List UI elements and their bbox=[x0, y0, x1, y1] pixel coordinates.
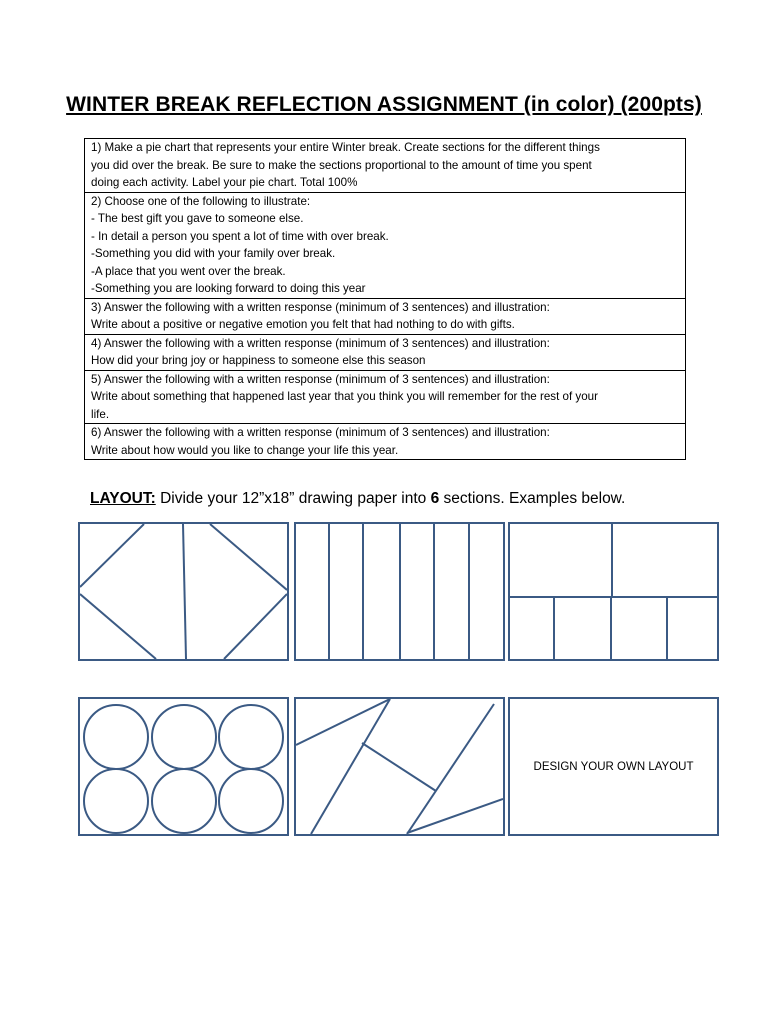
task-cell bbox=[85, 370, 686, 424]
task-line: you did over the break. Be sure to make the sections proportional to the amount of time you spent bbox=[91, 158, 592, 172]
task-line: 6) Answer the following with a written response (minimum of 3 sentences) and illustration: bbox=[91, 426, 550, 439]
task-cell bbox=[85, 192, 686, 298]
task-line: 5) Answer the following with a written response (minimum of 3 sentences) and illustration: bbox=[91, 372, 550, 386]
blocks-layout-drawing bbox=[510, 524, 717, 659]
task-line: Write about how would you like to change your life this year. bbox=[91, 443, 399, 457]
task-line: 1) Make a pie chart that represents your entire Winter break. Create sections for the different things bbox=[91, 141, 600, 154]
task-line: 3) Answer the following with a written response (minimum of 3 sentences) and illustration: bbox=[91, 300, 550, 314]
task-line: How did your bring joy or happiness to someone else this season bbox=[91, 354, 426, 367]
task-line: -Something you did with your family over break. bbox=[91, 247, 336, 260]
task-line: - In detail a person you spent a lot of time with over break. bbox=[91, 229, 389, 243]
layout-example-circles bbox=[78, 697, 289, 836]
assignment-table bbox=[84, 138, 686, 460]
task-line: 2) Choose one of the following to illustrate: bbox=[91, 194, 311, 208]
task-row bbox=[85, 424, 686, 460]
task-cell bbox=[85, 298, 686, 334]
layout-text-before: Divide your 12”x18” drawing paper into bbox=[160, 490, 427, 507]
layout-section-count: 6 bbox=[430, 490, 440, 507]
task-row bbox=[85, 139, 686, 193]
layout-example-strips bbox=[294, 522, 505, 661]
task-line: Write about a positive or negative emotion you felt that had nothing to do with gifts. bbox=[91, 318, 515, 331]
page-title: WINTER BREAK REFLECTION ASSIGNMENT (in color) (200pts) bbox=[66, 93, 702, 116]
task-row bbox=[85, 334, 686, 370]
design-own-label: DESIGN YOUR OWN LAYOUT bbox=[533, 760, 694, 773]
layout-example-angled bbox=[294, 697, 505, 836]
task-line: doing each activity. Label your pie chart. Total 100% bbox=[91, 176, 358, 189]
task-line: - The best gift you gave to someone else. bbox=[91, 212, 304, 225]
task-line: Write about something that happened last year that you think you will remember for the rest of your bbox=[91, 390, 598, 403]
layout-example-blocks bbox=[508, 522, 719, 661]
task-cell bbox=[85, 334, 686, 370]
layout-example-design-own bbox=[508, 697, 719, 836]
task-row bbox=[85, 192, 686, 298]
diagonal-layout-drawing bbox=[80, 524, 287, 659]
angled-layout-drawing bbox=[296, 699, 503, 834]
task-line: 4) Answer the following with a written response (minimum of 3 sentences) and illustration: bbox=[91, 336, 550, 350]
task-line: life. bbox=[91, 407, 110, 421]
strips-layout-drawing bbox=[296, 524, 503, 659]
task-cell bbox=[85, 424, 686, 460]
task-row bbox=[85, 298, 686, 334]
layout-text-after: sections. Examples below. bbox=[443, 490, 626, 507]
layout-label: LAYOUT: bbox=[90, 490, 156, 507]
circles-layout-drawing bbox=[80, 699, 287, 834]
layout-instruction bbox=[90, 490, 625, 508]
task-row bbox=[85, 370, 686, 424]
task-line: -A place that you went over the break. bbox=[91, 264, 286, 278]
task-line: -Something you are looking forward to doing this year bbox=[91, 282, 366, 295]
task-cell bbox=[85, 139, 686, 193]
layout-example-diagonal bbox=[78, 522, 289, 661]
